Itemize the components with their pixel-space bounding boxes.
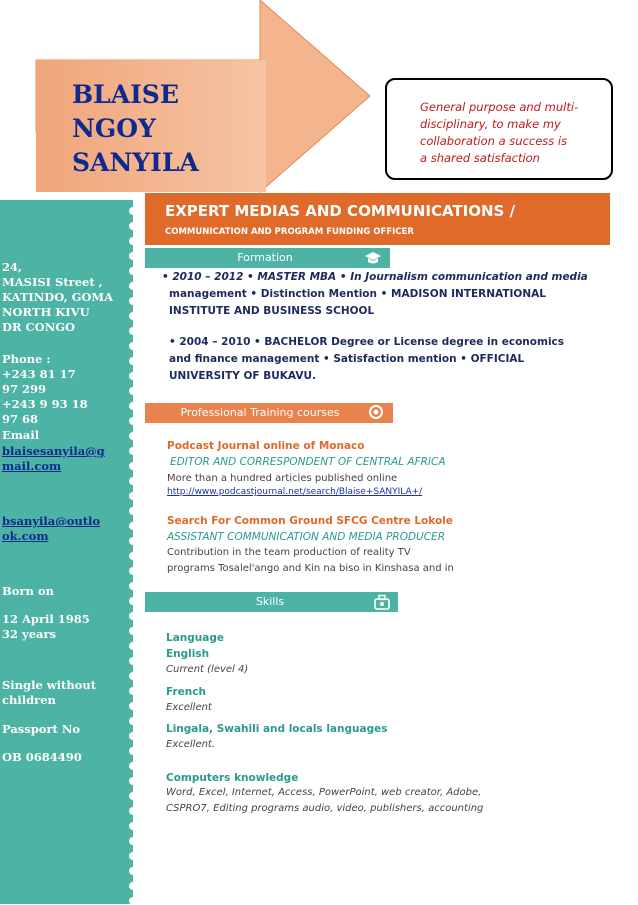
badge-icon	[367, 404, 385, 420]
marital-status: Single without children	[2, 678, 97, 707]
formation-entry1-line1: • 2010 – 2012 • MASTER MBA • In Journalism communication and media	[162, 271, 588, 283]
divider-dot	[129, 192, 137, 200]
divider-dot	[129, 327, 137, 335]
divider-dot	[129, 867, 137, 875]
divider-dot	[129, 822, 137, 830]
computers-label: Computers knowledge	[166, 772, 299, 784]
divider-dot	[129, 762, 137, 770]
divider-dot	[129, 342, 137, 350]
computers-line1: Word, Excel, Internet, Access, PowerPoint, web creator, Adobe,	[166, 787, 482, 798]
divider-dot	[129, 372, 137, 380]
born-date: 12 April 1985 32 years	[2, 612, 90, 641]
divider-dot	[129, 627, 137, 635]
french-label: French	[166, 686, 206, 698]
job2-description-line1: Contribution in the team production of reality TV	[167, 547, 411, 558]
motto-line-1: General purpose and multi-	[420, 100, 579, 114]
born-label: Born on	[2, 584, 54, 598]
divider-dot	[129, 492, 137, 500]
divider-dot	[129, 237, 137, 245]
divider-dot	[129, 657, 137, 665]
name-first: BLAISE	[72, 80, 179, 109]
job1-role: EDITOR AND CORRESPONDENT OF CENTRAL AFRICA	[170, 456, 446, 468]
divider-dot	[129, 702, 137, 710]
phone: Phone : +243 81 17 97 299 +243 9 93 18 97 68	[2, 352, 88, 426]
divider-dot	[129, 432, 137, 440]
language-label: Language	[166, 632, 224, 644]
divider-dot	[129, 747, 137, 755]
divider-dot	[129, 252, 137, 260]
email-label: Email	[2, 428, 40, 442]
english-label: English	[166, 648, 210, 660]
divider-dot	[129, 477, 137, 485]
divider-dot	[129, 537, 137, 545]
divider-dot	[129, 357, 137, 365]
divider-dot	[129, 462, 137, 470]
job-title: EXPERT MEDIAS AND COMMUNICATIONS /	[165, 202, 516, 220]
email-link-2[interactable]: bsanyila@outlo ok.com	[2, 514, 101, 543]
divider-dot	[129, 672, 137, 680]
divider-dot	[129, 777, 137, 785]
divider-dot	[129, 207, 137, 215]
computers-line2: CSPRO7, Editing programs audio, video, publishers, accounting	[166, 803, 484, 814]
training-header: Professional Training courses	[180, 406, 340, 419]
formation-entry1-line3: INSTITUTE AND BUSINESS SCHOOL	[169, 305, 375, 317]
dotted-divider	[126, 190, 140, 904]
lingala-label: Lingala, Swahili and locals languages	[166, 723, 388, 735]
graduation-cap-icon	[364, 251, 382, 265]
divider-dot	[129, 522, 137, 530]
divider-dot	[129, 612, 137, 620]
lingala-level: Excellent.	[166, 739, 216, 750]
passport-number: OB 0684490	[2, 750, 82, 764]
divider-dot	[129, 447, 137, 455]
divider-dot	[129, 687, 137, 695]
divider-dot	[129, 792, 137, 800]
divider-dot	[129, 567, 137, 575]
divider-dot	[129, 552, 137, 560]
divider-dot	[129, 837, 137, 845]
divider-dot	[129, 597, 137, 605]
french-level: Excellent	[166, 702, 212, 713]
job2-role: ASSISTANT COMMUNICATION AND MEDIA PRODUCER	[167, 531, 445, 543]
skills-header: Skills	[255, 595, 285, 608]
name-middle: NGOY	[72, 114, 156, 143]
job2-organization: Search For Common Ground SFCG Centre Lokole	[167, 515, 453, 527]
email-link-1[interactable]: blaisesanyila@g mail.com	[2, 444, 105, 473]
english-level: Current (level 4)	[166, 664, 249, 675]
formation-entry2-line1: • 2004 – 2010 • BACHELOR Degree or License degree in economics	[169, 336, 565, 348]
job1-organization: Podcast Journal online of Monaco	[167, 440, 365, 452]
divider-dot	[129, 417, 137, 425]
divider-dot	[129, 507, 137, 515]
job2-description-line2: programs Tosalel'ango and Kin na biso in Kinshasa and in	[167, 563, 454, 574]
divider-dot	[129, 312, 137, 320]
divider-dot	[129, 732, 137, 740]
divider-dot	[129, 387, 137, 395]
motto-line-3: collaboration a success is	[420, 134, 568, 148]
formation-entry1-line2: management • Distinction Mention • MADISON INTERNATIONAL	[169, 288, 546, 300]
job-subtitle: COMMUNICATION AND PROGRAM FUNDING OFFICER	[165, 227, 414, 237]
divider-dot	[129, 297, 137, 305]
toolbox-icon	[373, 594, 391, 610]
passport-label: Passport No	[2, 722, 81, 736]
divider-dot	[129, 852, 137, 860]
motto-line-4: a shared satisfaction	[420, 151, 540, 165]
divider-dot	[129, 642, 137, 650]
job1-link[interactable]: http://www.podcastjournal.net/search/Blaise+SANYILA+/	[167, 487, 423, 497]
divider-dot	[129, 882, 137, 890]
divider-dot	[129, 267, 137, 275]
job1-description: More than a hundred articles published online	[167, 473, 398, 484]
formation-entry2-line3: UNIVERSITY OF BUKAVU.	[169, 370, 316, 382]
address: 24, MASISI Street , KATINDO, GOMA NORTH KIVU DR CONGO	[2, 260, 114, 334]
name-last: SANYILA	[72, 148, 199, 177]
formation-entry2-line2: and finance management • Satisfaction mention • OFFICIAL	[169, 353, 525, 365]
motto-line-2: disciplinary, to make my	[420, 117, 561, 131]
formation-header: Formation	[237, 251, 293, 264]
divider-dot	[129, 222, 137, 230]
divider-dot	[129, 807, 137, 815]
divider-dot	[129, 717, 137, 725]
divider-dot	[129, 582, 137, 590]
divider-dot	[129, 402, 137, 410]
divider-dot	[129, 282, 137, 290]
